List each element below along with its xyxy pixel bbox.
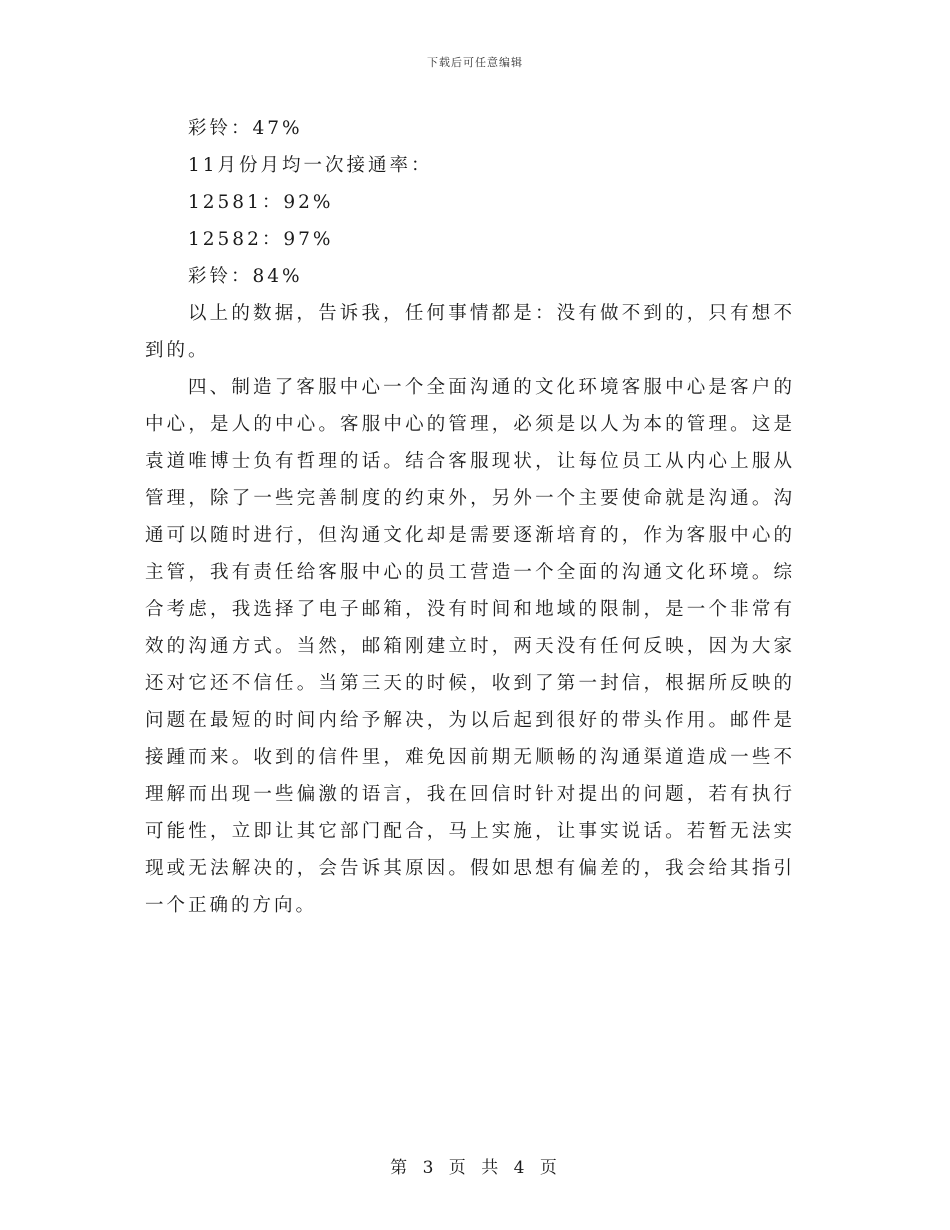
page-number: 第 3 页 共 4 页	[390, 1158, 560, 1178]
stat-line: 彩铃：47%	[188, 118, 303, 139]
stat-line: 彩铃：84%	[188, 266, 303, 287]
stat-line: 11月份月均一次接通率：	[188, 155, 433, 176]
paragraph: 四、制造了客服中心一个全面沟通的文化环境客服中心是客户的中心，是人的中心。客服中心的管理，必须是以人为本的管理。这是袁道唯博士负有哲理的话。结合客服现状，让每位员工从内心上服从管理，除了一些完善制度的约束外，另外一个主要使命就是沟通。沟通可以随时进行，但沟通文化却是需要逐渐培育的，作为客服中心的主管，我有责任给客服中心的员工营造一个全面的沟通文化环境。综合考虑，我选择了电子邮箱，没有时间和地域的限制，是一个非常有效的沟通方式。当然，邮箱刚建立时，两天没有任何反映，因为大家还对它还不信任。当第三天的时候，收到了第一封信，根据所反映的问题在最短的时间内给予解决，为以后起到很好的带头作用。邮件是接踵而来。收到的信件里，难免因前期无顺畅的沟通渠道造成一些不理解而出现一些偏激的语言，我在回信时针对提出的问题，若有执行可能性，立即让其它部门配合，马上实施，让事实说话。若暂无法实现或无法解决的，会告诉其原因。假如思想有偏差的，我会给其指引一个正确的方向。	[145, 377, 795, 916]
stat-line: 12582：97%	[188, 229, 334, 250]
stat-line: 12581：92%	[188, 192, 334, 213]
document-body	[145, 110, 795, 924]
paragraph: 以上的数据，告诉我，任何事情都是：没有做不到的，只有想不到的。	[145, 303, 795, 361]
page-header: 下载后可任意编辑	[427, 56, 523, 69]
